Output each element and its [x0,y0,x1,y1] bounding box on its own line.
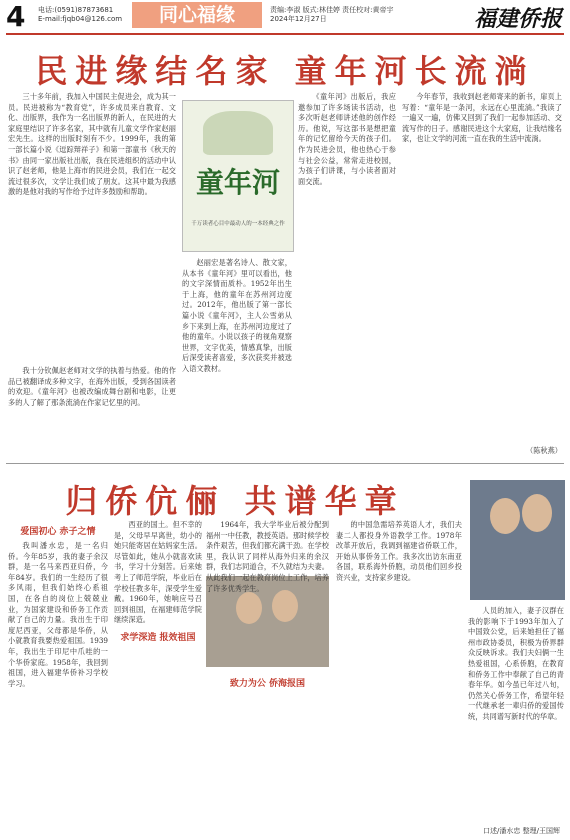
article2-title: 归侨伉俪 共谱华章 [65,482,405,520]
tree-illustration [203,111,273,155]
contact-email: E-mail:fjqb04@126.com [38,15,123,23]
issue-date: 2024年12月27日 [270,15,327,23]
book-cover-image [182,100,294,252]
article2-col4 [336,520,462,820]
portrait-face [490,498,520,534]
article1-col2 [182,258,292,458]
article2-paragraph: 1964年，我大学毕业后被分配到福州一中任教，教授英语。那时候学校条件艰苦，但我们都充满干劲。在学校里，我认识了同样从海外归来的余汉群，我们志同道合，不久就结为夫妻。从此我们一起在教育岗位上工作，培养了许多优秀学生。 [206,520,329,593]
portrait-face [522,494,552,532]
article1-paragraph: 赵丽宏是著名诗人、散文家，从本书《童年河》里可以看出，他的文字深情而质朴。1952年出生于上海，他的童年在苏州河边度过。2012年，他出版了第一部长篇小说《童年河》，主人公雪弟从乡下来到上海，在苏州河边度过了他的童年。小说以孩子的视角观察世界，文字优美，情感真挚，出版后深受读者喜爱，多次获奖并被选入语文教材。 [182,258,292,373]
article1-col1 [8,92,176,362]
article1-col4 [8,366,176,458]
page-number: 4 [6,0,26,33]
article2-paragraph: 的中国急需培养英语人才，我们夫妻二人都投身外语教学工作。1978年改革开放后，我调到福建省侨联工作，开始从事侨务工作。我多次出访东南亚各国，联系海外侨胞，动员他们回乡投资兴业，支持家乡建设。 [336,520,462,582]
editors-line: 责编:李淑 版式:林佳婷 责任校对:黄帝宇 [270,6,394,14]
article2-col3 [206,520,329,593]
editors-info [270,6,394,24]
article1-col5 [402,92,562,442]
article1-paragraph: 我十分钦佩赵老师对文学的执着与热爱。他的作品已被翻译成多种文字，在海外出版，受到各国读者的欢迎。《童年河》也被改编成舞台剧和电影，让更多的人了解了那条流淌在作家记忆里的河。 [8,366,176,407]
column-name: 同心福缘 [132,2,262,28]
article2-paragraph: 西亚的国土。但不幸的是，父母早早离世，幼小的她只能寄居在姑妈家生活。尽管如此，她从小就喜欢读书，学习十分刻苦。后来她考上了师范学院，毕业后在学校任教多年，深受学生爱戴。1960年，她响应号召回到祖国，在福建师范学院继续深造。 [114,520,202,625]
portrait-face [236,592,262,624]
article2-paragraph: 人员的加入，妻子汉群在我的影响下于1993年加入了中国致公党，后来她担任了福州市政协委员，积极为侨界群众反映诉求。我们夫妇俩一生热爱祖国，心系侨胞，在教育和侨务工作中奉献了自己的青春年华。如今虽已年过八旬，仍然关心侨务工作，希望年轻一代继承老一辈归侨的爱国传统，共同谱写新时代的华章。 [468,606,564,721]
article1-paragraph: 今年春节，我收到赵老师寄来的新书，扉页上写着：“童年是一条河，永远在心里流淌。”我读了一遍又一遍，仿佛又回到了我们一起参加活动、交流写作的日子。感谢民进这个大家庭，让我结缘名家，也让文学的河流一直在我的生活中流淌。 [402,92,562,144]
article1-title: 民进缘结名家 童年河长流淌 [35,52,535,90]
couple-photo [470,480,565,600]
article1-col3 [298,92,396,458]
article1-signature: （陈秋燕） [526,446,562,455]
book-subtitle: 千万读者心目中最动人的一本经典之作 [191,221,285,227]
header-rule [6,33,564,35]
article1-paragraph: 三十多年前，我加入中国民主促进会，成为其一员。民进被称为“教育党”，许多成员来自教育、文化、出版界，我作为一名出版界的新人，在民进的大家庭里结识了许多名家，其中就有儿童文学作家赵丽宏先生。这样的出版时刻有不少。1999年，我的第一部长篇小说《逗踪辩祥子》和第一部童书《秋天的书》由同一家出版社出版，我在民进组织的活动中认识了赵老师，他是上海市的民进会员，我们在一起交流过很多次，文学让我们成了朋友。这其中最为我感激的是他对我的写作给予过许多鼓励和帮助。 [8,92,176,197]
article2-col1 [8,520,108,820]
article2-col3b [206,672,329,820]
article2-subheading: 致力为公 侨海报国 [229,679,306,689]
portrait-face [272,590,298,622]
article2-subheading: 爱国初心 赤子之情 [20,527,96,537]
article1-paragraph: 《童年河》出版后，我应邀参加了许多场读书活动，也多次听赵老师讲述他的创作经历。他说，写这部书是想把童年的记忆留给今天的孩子们。作为民进会员，他也热心于参与社会公益，常常走进校园，为孩子们讲课，与小读者面对面交流。 [298,92,396,186]
article2-col5 [468,606,564,820]
contact-info [38,6,122,24]
article2-paragraph: 我叫潘水忠，是一名归侨。今年85岁，我的妻子余汉群，是一名马来西亚归侨，今年84岁。我们的一生经历了很多风雨，但我们始终心系祖国，在各自的岗位上兢兢业业，为国家建设和侨务工作贡献了自己的力量。我出生于印度尼西亚，父母都是华侨，从小就教育我要热爱祖国。1939年，我出生于印尼中爪哇的一个华侨家庭。1958年，我回到祖国，进入福建华侨补习学校学习。 [8,541,108,688]
page-header [0,0,570,36]
section-divider [6,463,564,464]
article2-subheading: 求学深造 报效祖国 [120,632,196,643]
article2-credit: 口述/潘水忠 整理/王国辉 [483,827,560,835]
book-title: 童年河 [195,166,280,199]
article2-col2 [114,520,202,820]
contact-phone: 电话:(0591)87873681 [38,6,114,14]
paper-name: 福建侨报 [473,6,562,32]
